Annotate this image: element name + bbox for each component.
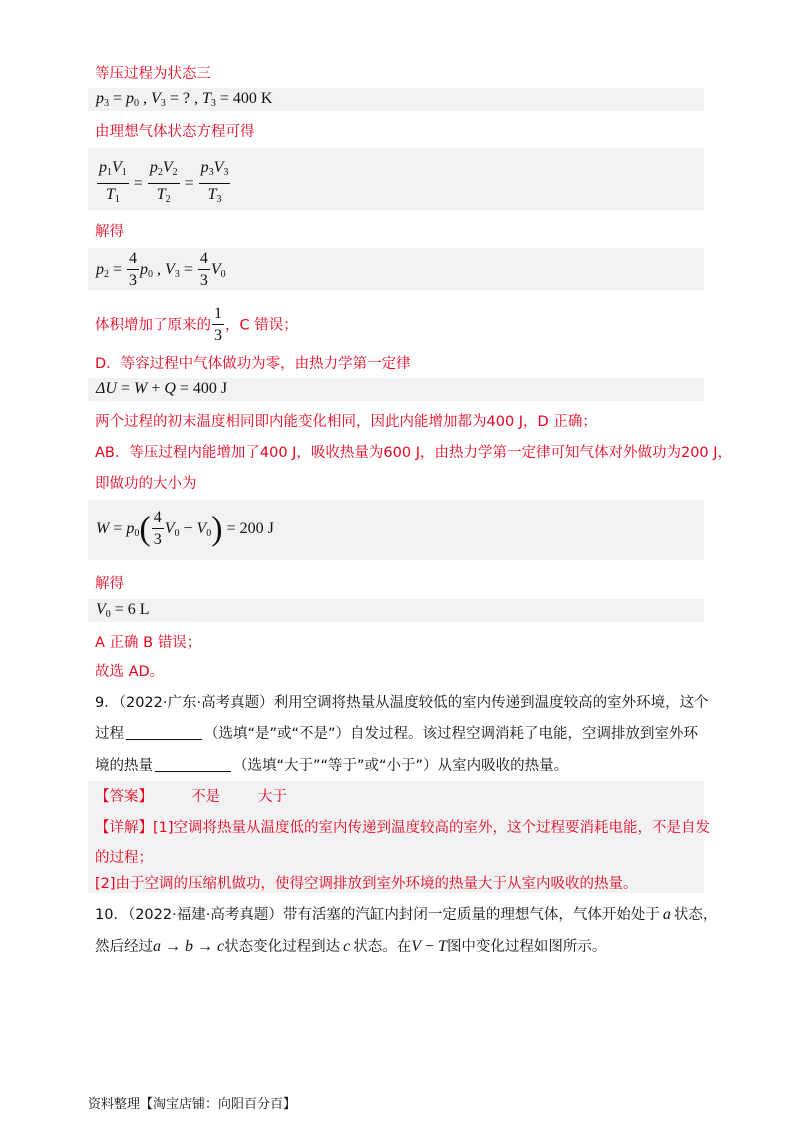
detail-line-1: 【详解】[1]空调将热量从温度低的室内传递到温度较高的室外，这个过程要消耗电能，不是自发: [95, 820, 711, 836]
q10-line-1: 10．（2022·福建·高考真题）带有活塞的汽缸内封闭一定质量的理想气体，气体开始处于 a 状态，: [95, 906, 718, 923]
text-a-correct: A 正确 B 错误；: [95, 635, 202, 651]
answer-line: [95, 785, 287, 806]
text-same-temperature: 两个过程的初末温度相同即内能变化相同，因此内能增加都为400 J，D 正确；: [95, 414, 597, 430]
text-option-d: D．等容过程中气体做功为零，由热力学第一定律: [95, 356, 411, 372]
equation-v0: $V_0 = 6$ L: [88, 599, 704, 622]
text-option-ab-2: 即做功的大小为: [95, 476, 197, 492]
text-solve-1: 解得: [95, 224, 124, 240]
text-ideal-gas-law: 由理想气体状态方程可得: [95, 124, 255, 140]
answer-2: 大于: [258, 789, 287, 805]
detail-line-2: 的过程；: [95, 850, 153, 866]
q9-answer-box: [88, 781, 711, 893]
equation-state3: $p_3 = p_0$ , $V_3$ = ? , $T_3 = 400$ K: [88, 88, 704, 111]
answer-blank-1[interactable]: [126, 725, 202, 740]
text-volume-increase: 体积增加了原来的 $\frac{1}{3}$ ，C 错误；: [95, 305, 298, 344]
answer-blank-2[interactable]: [155, 757, 231, 772]
q9-line-1: 9．（2022·广东·高考真题）利用空调将热量从温度较低的室内传递到温度较高的室外环境，这个: [95, 695, 709, 711]
detail-line-3: [2]由于空调的压缩机做功，使得空调排放到室外环境的热量大于从室内吸收的热量。: [95, 876, 638, 892]
text-solve-2: 解得: [95, 576, 124, 592]
footer-source: 资料整理【淘宝店铺：向阳百分百】: [88, 1097, 297, 1112]
text-choose-ad: 故选 AD。: [95, 664, 165, 680]
answer-label: 【答案】: [95, 789, 153, 805]
q9-line-3: 境的热量 （选填“大于”“等于”或“小于”）从室内吸收的热量。: [95, 758, 569, 774]
text-isobaric-state3: 等压过程为状态三: [95, 66, 211, 82]
equation-first-law: ΔU = W + Q = 400 J: [88, 378, 704, 401]
text-option-ab-1: AB．等压过程内能增加了400 J，吸收热量为600 J，由热力学第一定律可知气体对外做功为200 J，: [95, 445, 733, 461]
answer-1: 不是: [191, 789, 220, 805]
detail-label: 【详解】: [95, 820, 153, 836]
equation-gas-law: $\frac{p_1V_1}{T_1}$ = $\frac{p_2V_2}{T_2}$ = $\frac{p_3V_3}{T_3}$: [88, 148, 704, 210]
q9-line-2: 过程 （选填“是”或“不是”）自发过程。该过程空调消耗了电能，空调排放到室外环: [95, 726, 699, 742]
equation-work: $W = p_0$( $\frac{4}{3}$ $V_0 - V_0) = 200$ J: [88, 500, 704, 560]
q10-line-2: 然后经过a → b → c状态变化过程到达 c 状态。在V − T图中变化过程如图所示。: [95, 938, 607, 955]
equation-results: $p_2$ = $\frac{4}{3}$ $p_0$ , $V_3$ = $\frac{4}{3}$ $V_0$: [88, 248, 704, 290]
